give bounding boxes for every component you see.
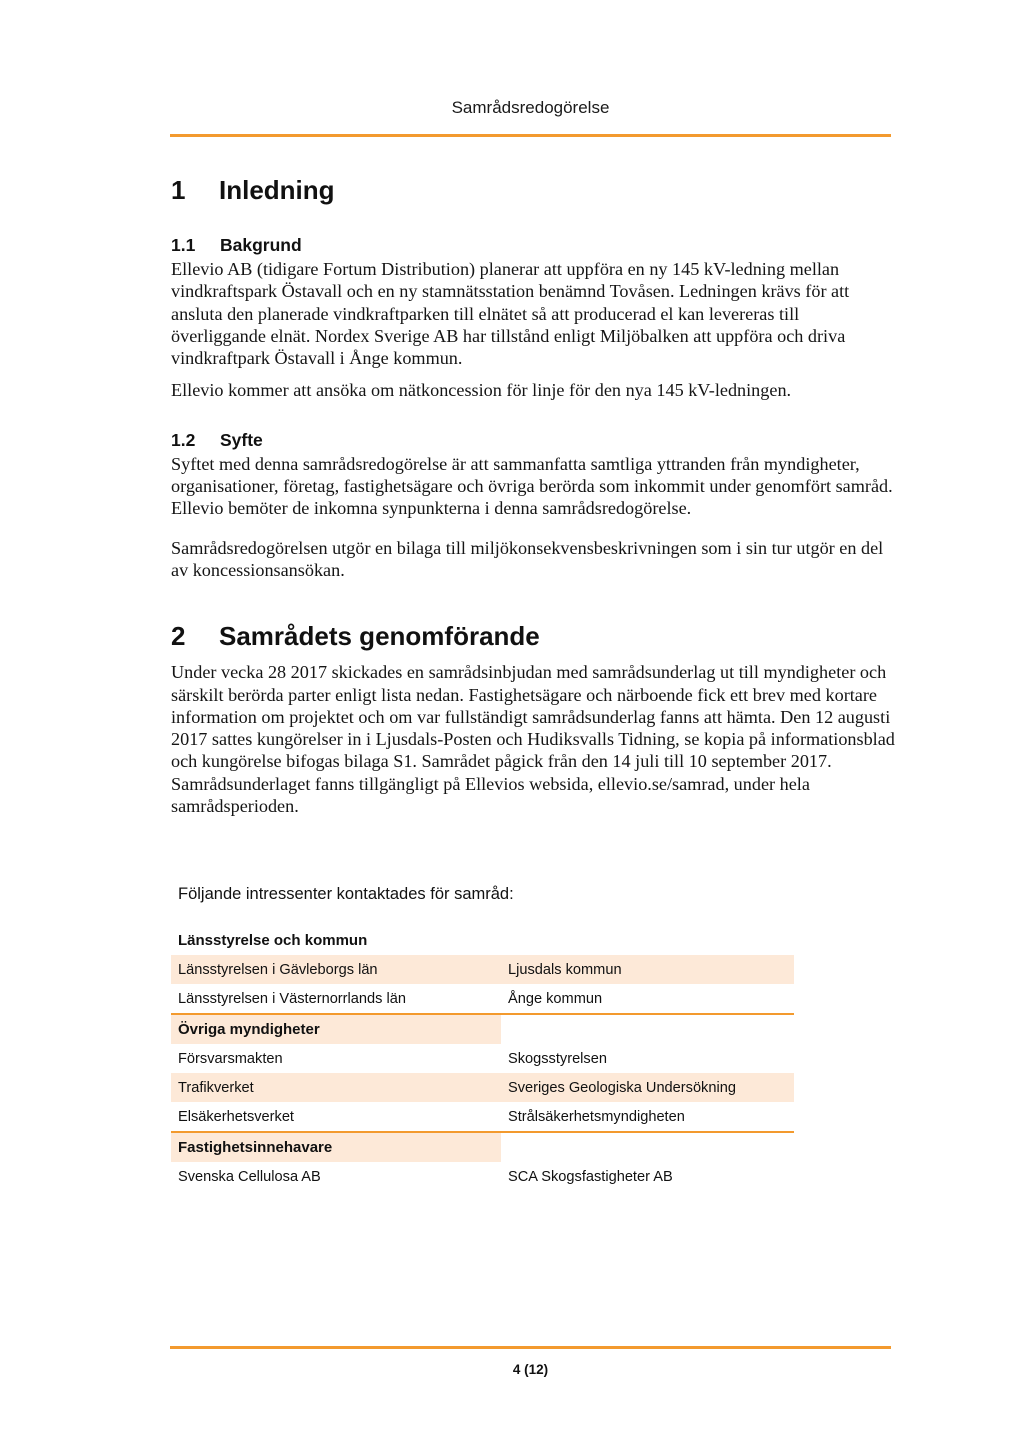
section-2-heading [171, 621, 896, 652]
section-1-heading [171, 175, 896, 206]
table-cell: Elsäkerhetsverket [178, 1108, 294, 1125]
table-cell: Strålsäkerhetsmyndigheten [508, 1108, 685, 1125]
bakgrund-paragraph-2: Ellevio kommer att ansöka om nätkoncession för linje för den nya 145 kV-ledningen. [171, 380, 792, 401]
group-header-fastighetsinnehavare [171, 1132, 794, 1162]
section-1-1-title: Bakgrund [220, 235, 302, 255]
table-cell: Sveriges Geologiska Undersökning [501, 1073, 794, 1102]
contacts-table [171, 926, 794, 1191]
table-row [171, 984, 794, 1014]
section-1-2-title: Syfte [220, 429, 263, 450]
syfte-paragraph-1: Syftet med denna samrådsredogörelse är att sammanfatta samtliga yttranden från myndigheter, organisationer, företag, fastighetsägare och övriga berörda som inkommit under genomfört samråd. Ellevio bemöter de inkomna synpunkterna i denna samrådsredogörelse. [171, 453, 893, 519]
table-row [171, 1073, 794, 1102]
table-cell: Svenska Cellulosa AB [178, 1168, 321, 1185]
table-cell: Ånge kommun [508, 990, 603, 1007]
body-content [171, 170, 896, 817]
footer-rule [170, 1346, 891, 1349]
section-1-2-heading [171, 430, 896, 451]
page-number: 4 (12) [512, 1362, 549, 1377]
table-cell: Skogsstyrelsen [508, 1050, 607, 1067]
section-1-title: Inledning [219, 175, 335, 205]
table-row [171, 955, 794, 984]
group-header-lansstyrelse [171, 926, 794, 955]
running-header: Samrådsredogörelse [451, 98, 610, 117]
table-row [171, 1044, 794, 1073]
section-1-number: 1 [171, 175, 186, 205]
group-header-ovriga-myndigheter [171, 1014, 794, 1044]
section-1-2-number: 1.2 [171, 429, 196, 450]
table-cell: SCA Skogsfastigheter AB [508, 1168, 673, 1185]
genomforande-paragraph: Under vecka 28 2017 skickades en samrådsinbjudan med samrådsunderlag ut till myndigheter och särskilt berörda parter enligt lista nedan. Fastighetsägare och närboende fick ett brev med kortare information om projektet och om var fullständigt samrådsunderlag fanns att hämta. Den 12 augusti 2017 sattes kungörelser in i Ljusdals-Posten och Hudiksvalls Tidning, se kopia på informationsblad och kungörelse bifogas bilaga S1. Samrådet pågick från den 14 juli till 10 september 2017. Samrådsunderlaget fanns tillgängligt på Ellevios websida, ellevio.se/samrad, under hela samrådsperioden. [171, 662, 895, 817]
section-2-number: 2 [171, 621, 186, 652]
header-rule [170, 134, 891, 137]
table-row [171, 1162, 794, 1191]
table-cell: Trafikverket [171, 1073, 501, 1102]
syfte-paragraph-2: Samrådsredogörelsen utgör en bilaga till miljökonsekvensbeskrivningen som i sin tur utgör en del av koncessionsansökan. [171, 537, 884, 580]
contacts-intro: Följande intressenter kontaktades för samråd: [178, 885, 514, 903]
section-1-1-heading [171, 235, 896, 256]
section-1-1-number: 1.1 [171, 235, 196, 255]
group-title: Länsstyrelse och kommun [178, 932, 368, 949]
table-cell: Försvarsmakten [178, 1050, 283, 1067]
bakgrund-paragraph-1: Ellevio AB (tidigare Fortum Distribution) planerar att uppföra en ny 145 kV-ledning mellan vindkraftspark Östavall och en ny stamnätsstation benämnd Tovåsen. Ledningen krävs för att ansluta den planerade vindkraftparken till elnätet så att producerad el kan levereras till överliggande elnät. Nordex Sverige AB har tillstånd enligt Miljöbalken att uppföra och driva vindkraftpark Östavall i Ånge kommun. [171, 259, 850, 369]
group-title: Fastighetsinnehavare [171, 1132, 501, 1162]
group-title: Övriga myndigheter [171, 1014, 501, 1044]
table-cell: Länsstyrelsen i Gävleborgs län [171, 955, 501, 984]
table-row [171, 1102, 794, 1132]
table-cell: Länsstyrelsen i Västernorrlands län [178, 990, 406, 1007]
table-cell: Ljusdals kommun [501, 955, 794, 984]
section-2-title: Samrådets genomförande [219, 621, 540, 652]
